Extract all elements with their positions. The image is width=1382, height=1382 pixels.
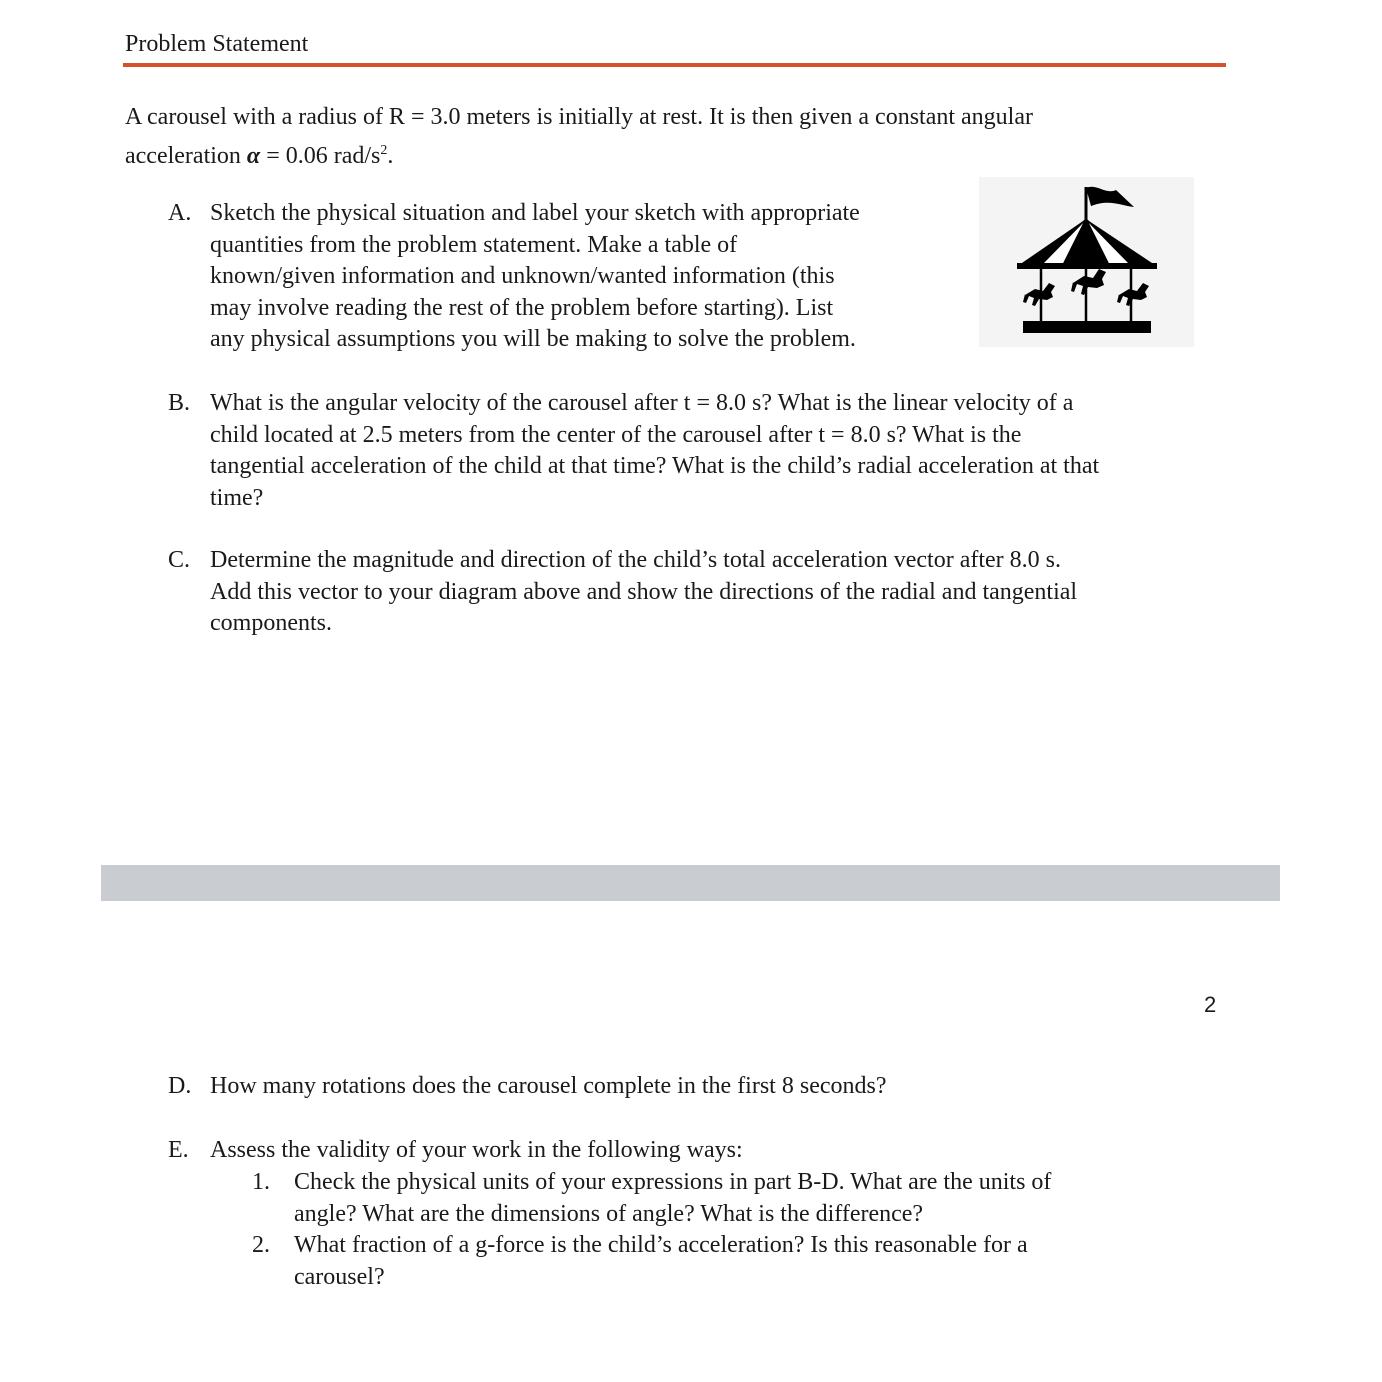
subitem-e1-number: 1. [252, 1169, 270, 1195]
subitem-e2-number: 2. [252, 1232, 270, 1258]
item-e-letter: E. [168, 1137, 189, 1163]
item-e [168, 1135, 1228, 1167]
intro-line-2-prefix: acceleration [125, 143, 247, 169]
intro-line-2-value: = 0.06 rad/s [260, 143, 381, 169]
item-d [168, 1071, 1228, 1103]
item-e-line: Assess the validity of your work in the following ways: [210, 1137, 743, 1163]
exponent: 2 [380, 143, 388, 158]
item-a [168, 198, 958, 356]
item-c-line: Determine the magnitude and direction of the child’s total acceleration vector after 8.0 s. [210, 547, 1062, 573]
header-title: Problem Statement [125, 31, 309, 57]
subitem-e1 [252, 1167, 1202, 1230]
item-b-letter: B. [168, 390, 191, 416]
item-a-line: Sketch the physical situation and label your sketch with appropriate [210, 200, 860, 226]
item-b-line: tangential acceleration of the child at that time? What is the child’s radial acceleration at that [210, 453, 1100, 479]
item-a-line: any physical assumptions you will be making to solve the problem. [210, 326, 856, 352]
subitem-e1-line: angle? What are the dimensions of angle? What is the difference? [294, 1200, 924, 1227]
page-number: 2 [1204, 992, 1217, 1017]
carousel-icon [979, 177, 1194, 347]
header-rule [123, 63, 1226, 67]
item-b-line: What is the angular velocity of the carousel after t = 8.0 s? What is the linear velocity of a [210, 390, 1074, 416]
item-d-line: How many rotations does the carousel complete in the first 8 seconds? [210, 1073, 887, 1099]
item-b-line: time? [210, 484, 264, 511]
item-b [168, 388, 1228, 514]
item-c-line: Add this vector to your diagram above and show the directions of the radial and tangential [210, 578, 1078, 605]
subitem-e2-line: What fraction of a g-force is the child’s acceleration? Is this reasonable for a [294, 1232, 1028, 1258]
item-b-line: child located at 2.5 meters from the center of the carousel after t = 8.0 s? What is the [210, 421, 1022, 448]
item-a-letter: A. [168, 200, 192, 226]
item-c [168, 545, 1228, 640]
item-c-letter: C. [168, 547, 191, 573]
alpha-symbol: α [246, 143, 261, 169]
item-a-line: quantities from the problem statement. Make a table of [210, 231, 738, 258]
carousel-illustration [979, 177, 1194, 347]
intro-line-1: A carousel with a radius of R = 3.0 meters is initially at rest. It is then given a constant angular [125, 104, 1033, 130]
intro-paragraph [125, 100, 1215, 173]
item-a-line: may involve reading the rest of the problem before starting). List [210, 294, 834, 321]
subitem-e2 [252, 1230, 1202, 1293]
subitem-e2-line: carousel? [294, 1263, 385, 1290]
item-d-letter: D. [168, 1073, 192, 1099]
item-c-line: components. [210, 610, 332, 636]
page-break-bar [101, 865, 1280, 901]
subitem-e1-line: Check the physical units of your expressions in part B-D. What are the units of [294, 1169, 1052, 1195]
intro-line-2-end: . [387, 143, 394, 169]
item-a-line: known/given information and unknown/wanted information (this [210, 263, 835, 289]
